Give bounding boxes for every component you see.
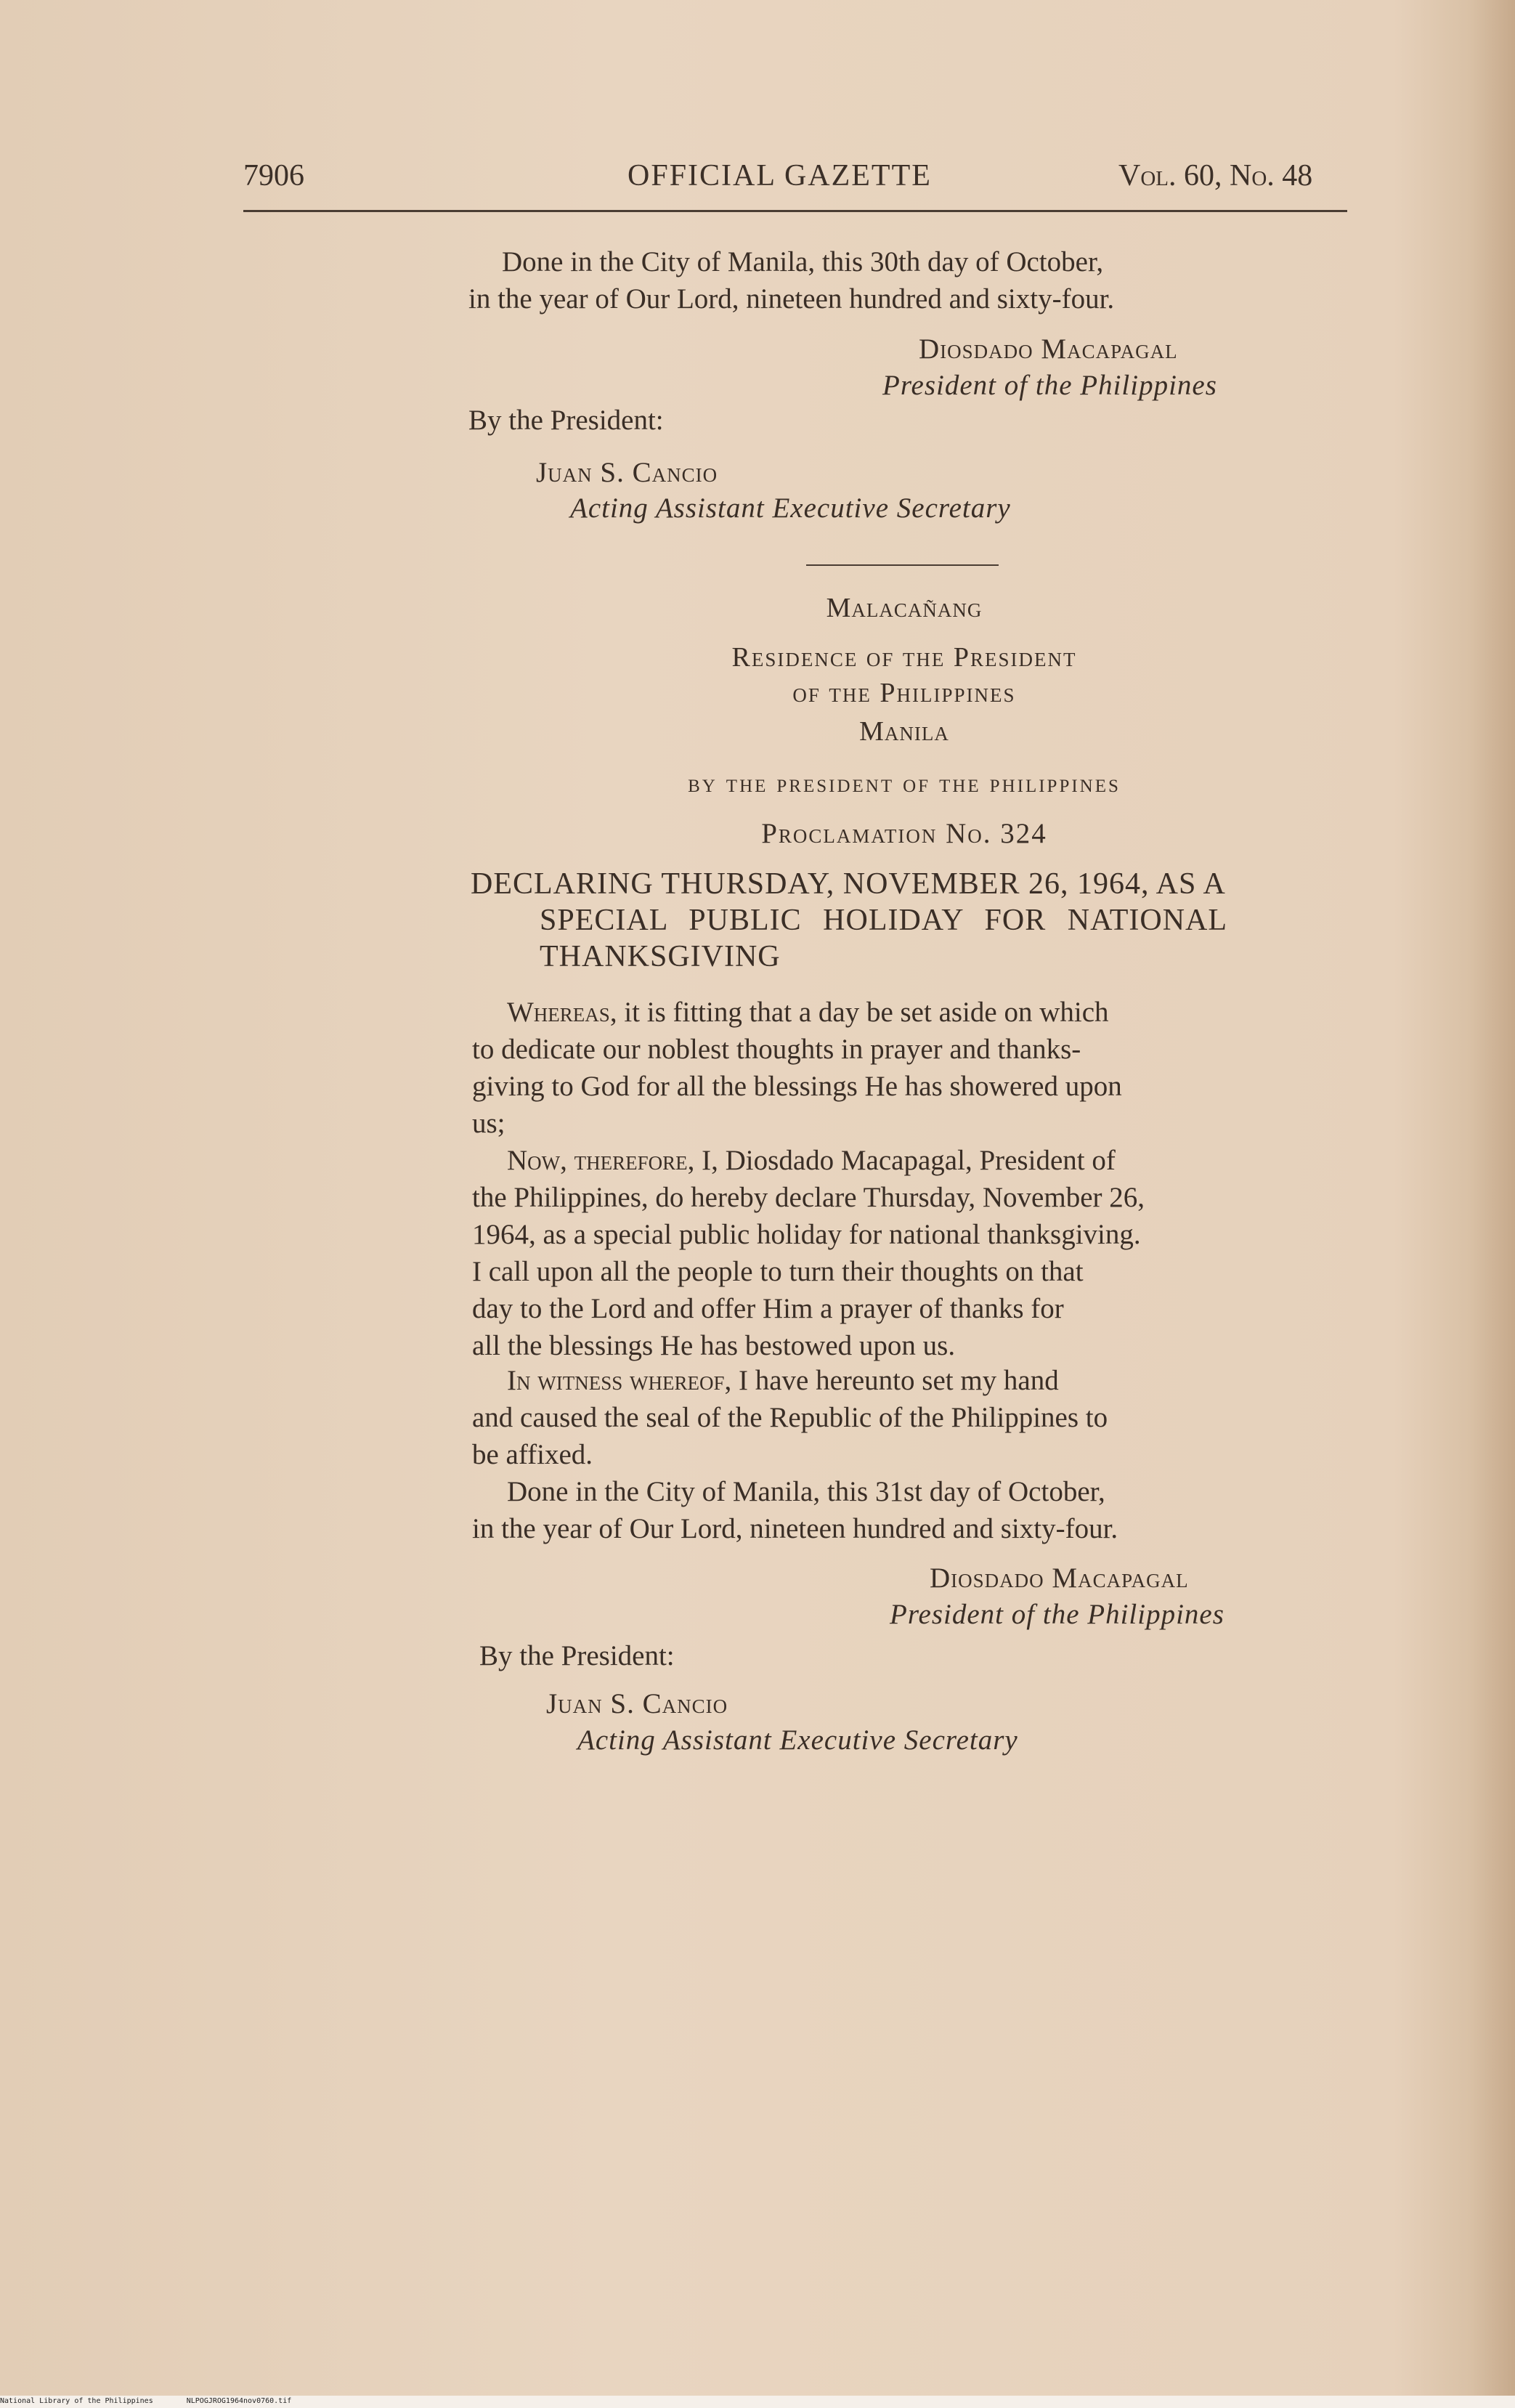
prev-signer-title: President of the Philippines (882, 370, 1217, 401)
prev-done-line: in the year of Our Lord, nineteen hundred and sixty-four. (468, 283, 1115, 315)
prev-signer-name: Diosdado Macapagal (919, 333, 1178, 365)
secretary-name: Juan S. Cancio (546, 1688, 728, 1719)
page-number: 7906 (243, 159, 304, 192)
prev-by-the-president: By the President: (468, 405, 664, 436)
whereas-paragraph (472, 994, 1354, 1142)
done-line: Done in the City of Manila, this 31st day of October, (507, 1476, 1105, 1507)
residence-line: of the Philippines (792, 678, 1016, 708)
prev-done-line: Done in the City of Manila, this 30th day of October, (502, 246, 1104, 277)
prev-secretary-title: Acting Assistant Executive Secretary (570, 492, 1011, 524)
now-therefore-line: day to the Lord and offer Him a prayer of thanks for (472, 1293, 1064, 1324)
now-therefore-paragraph (472, 1142, 1354, 1364)
footer-file: NLPOGJROG1964nov0760.tif (186, 2397, 292, 2405)
whereas-line (472, 994, 1354, 1031)
whereas-lead: Whereas, (507, 997, 617, 1028)
whereas-line: to dedicate our noblest thoughts in prayer and thanks- (472, 1034, 1081, 1065)
by-the-president: By the President: (479, 1640, 675, 1671)
header-rule (243, 210, 1347, 212)
signer-title: President of the Philippines (890, 1599, 1224, 1630)
now-therefore-line (472, 1142, 1354, 1179)
whereas-text: it is fitting that a day be set aside on which (617, 997, 1109, 1028)
witness-lead: In witness whereof, (507, 1365, 732, 1396)
now-therefore-line: I call upon all the people to turn their thoughts on that (472, 1256, 1084, 1287)
whereas-line: us; (472, 1108, 505, 1139)
volume-number: Vol. 60, No. 48 (1118, 159, 1313, 192)
section-divider (806, 564, 999, 566)
secretary-title: Acting Assistant Executive Secretary (577, 1724, 1018, 1756)
by-president-heading: by the president of the philippines (688, 769, 1121, 798)
city-heading: Manila (859, 716, 949, 747)
witness-paragraph (472, 1362, 1354, 1473)
now-therefore-line: 1964, as a special public holiday for national thanksgiving. (472, 1219, 1141, 1250)
now-therefore-lead: Now, therefore, (507, 1145, 695, 1176)
signer-name: Diosdado Macapagal (930, 1562, 1189, 1594)
residence-line: Residence of the President (731, 642, 1077, 673)
proclamation-title (471, 866, 1353, 975)
witness-line: and caused the seal of the Republic of the Philippines to (472, 1402, 1108, 1433)
title-line: THANKSGIVING (540, 940, 781, 973)
title-line: DECLARING THURSDAY, NOVEMBER 26, 1964, AS A (471, 867, 1226, 901)
scan-footer (0, 2397, 291, 2405)
done-line: in the year of Our Lord, nineteen hundred and sixty-four. (472, 1513, 1118, 1544)
publication-title: OFFICIAL GAZETTE (627, 159, 932, 192)
witness-text: I have hereunto set my hand (731, 1365, 1059, 1396)
prev-done-paragraph (468, 243, 1351, 317)
palace-heading: Malacañang (826, 593, 983, 623)
proclamation-number: Proclamation No. 324 (761, 818, 1047, 849)
whereas-line: giving to God for all the blessings He has showered upon (472, 1071, 1122, 1102)
now-therefore-line: all the blessings He has bestowed upon us. (472, 1330, 956, 1361)
now-therefore-line: the Philippines, do hereby declare Thursday, November 26, (472, 1182, 1145, 1213)
footer-library: National Library of the Philippines (0, 2397, 153, 2405)
done-paragraph (472, 1473, 1354, 1547)
prev-secretary-name: Juan S. Cancio (536, 457, 718, 488)
title-line: SPECIAL PUBLIC HOLIDAY FOR NATIONAL (540, 904, 1228, 937)
witness-line (472, 1362, 1354, 1399)
witness-line: be affixed. (472, 1439, 593, 1470)
now-therefore-text: I, Diosdado Macapagal, President of (694, 1145, 1116, 1176)
